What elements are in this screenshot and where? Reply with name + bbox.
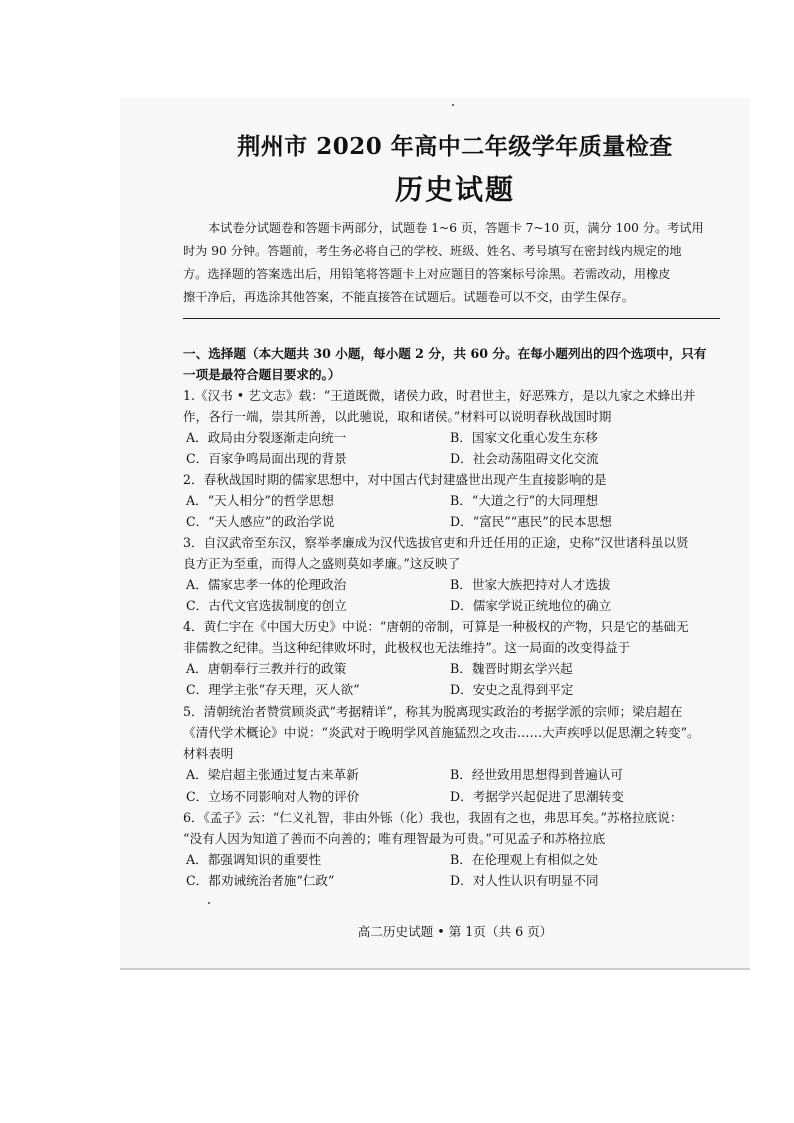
scan-speck xyxy=(452,104,454,106)
divider xyxy=(183,318,720,319)
instruction-line: 本试卷分试题卷和答题卡两部分，试题卷 1~6 页，答题卡 7~10 页，满分 100 分。考试用 xyxy=(208,221,704,235)
question-4-stem: 4．黄仁宇在《中国大历史》中说：“唐朝的帝制，可算是一种极权的产物，只是它的基础无 xyxy=(183,619,689,634)
question-5-stem: 《清代学术概论》中说：“炎武对于晚明学风首施猛烈之攻击……大声疾呼以促思潮之转变”。 xyxy=(183,725,700,740)
exam-title: 荆州市 2020 年高中二年级学年质量检查 xyxy=(237,133,673,160)
question-5-option-d: D．考据学兴起促进了思潮转变 xyxy=(450,789,624,804)
instruction-line: 方。选择题的答案选出后，用铅笔将答题卡上对应题目的答案标号涂黑。若需改动，用橡皮 xyxy=(183,267,671,281)
question-2-option-c: C．“天人感应”的政治学说 xyxy=(186,514,335,529)
question-6-stem: “没有人因为知道了善而不向善的；唯有理智最为可贵。”可见孟子和苏格拉底 xyxy=(183,831,606,846)
question-6-option-d: D．对人性认识有明显不同 xyxy=(450,873,599,888)
question-1-option-c: C．百家争鸣局面出现的背景 xyxy=(186,451,347,466)
question-5-option-b: B．经世致用思想得到普遍认可 xyxy=(450,767,623,782)
scan-speck xyxy=(208,902,210,904)
question-3-stem: 3．自汉武帝至东汉，察举孝廉成为汉代选拔官吏和升迁任用的正途，史称“汉世诸科虽以贤 xyxy=(183,535,689,550)
question-4-option-d: D．安史之乱得到平定 xyxy=(450,682,574,697)
question-3-option-b: B．世家大族把持对人才选拔 xyxy=(450,577,611,592)
question-3-option-d: D．儒家学说正统地位的确立 xyxy=(450,598,612,613)
question-6-option-a: A．都强调知识的重要性 xyxy=(186,852,322,867)
question-6-option-c: C．都劝诫统治者施“仁政” xyxy=(186,873,335,888)
page-footer: 高二历史试题 • 第 1页（共 6 页） xyxy=(357,924,553,939)
question-5-stem: 材料表明 xyxy=(183,746,234,761)
section-heading: 一项是最符合题目要求的。） xyxy=(183,367,341,382)
question-4-option-c: C．理学主张“存天理，灭人欲” xyxy=(186,682,360,697)
instruction-line: 时为 90 分钟。答题前，考生务必将自己的学校、班级、姓名、考号填写在密封线内规定的地 xyxy=(183,244,682,258)
question-1-option-a: A．政局由分裂逐渐走向统一 xyxy=(186,430,347,445)
question-6-option-b: B．在伦理观上有相似之处 xyxy=(450,852,598,867)
question-3-stem: 良方正为至重，而得人之盛则莫如孝廉。”这反映了 xyxy=(183,556,461,571)
question-3-option-c: C．古代文官选拔制度的创立 xyxy=(186,598,347,613)
question-4-option-b: B．魏晋时期玄学兴起 xyxy=(450,661,573,676)
question-5-option-c: C．立场不同影响对人物的评价 xyxy=(186,789,360,804)
question-1-stem: 作，各行一端，崇其所善，以此驰说，取和诸侯。”材料可以说明春秋战国时期 xyxy=(183,409,612,424)
question-4-stem: 非儒教之纪律。当这种纪律败坏时，此极权也无法维持”。这一局面的改变得益于 xyxy=(183,640,631,655)
section-heading: 一、选择题（本大题共 30 小题，每小题 2 分，共 60 分。在每小题列出的四个选项中，只有 xyxy=(183,346,707,361)
question-5-option-a: A．梁启超主张通过复古来革新 xyxy=(186,767,359,782)
subject-title: 历史试题 xyxy=(394,173,515,206)
instruction-line: 擦干净后，再选涂其他答案，不能直接答在试题后。试题卷可以不交，由学生保存。 xyxy=(183,290,634,304)
paper-edge xyxy=(120,968,750,970)
question-2-stem: 2．春秋战国时期的儒家思想中，对中国古代封建盛世出现产生直接影响的是 xyxy=(183,472,607,487)
question-3-option-a: A．儒家忠孝一体的伦理政治 xyxy=(186,577,347,592)
question-2-option-d: D．“富民”“惠民”的民本思想 xyxy=(450,514,612,529)
question-6-stem: 6．《孟子》云：“仁义礼智，非由外铄（化）我也，我固有之也，弗思耳矣。”苏格拉底说： xyxy=(183,810,683,825)
question-4-option-a: A．唐朝奉行三教并行的政策 xyxy=(186,661,347,676)
question-1-option-d: D．社会动荡阻碍文化交流 xyxy=(450,451,599,466)
question-2-option-a: A．“天人相分”的哲学思想 xyxy=(186,493,334,508)
question-1-option-b: B．国家文化重心发生东移 xyxy=(450,430,598,445)
question-1-stem: 1.《汉书 • 艺文志》载：“王道既微，诸侯力政，时君世主，好恶殊方，是以九家之术蜂出并 xyxy=(183,388,696,403)
question-5-stem: 5．清朝统治者赞赏顾炎武“考据精详”，称其为脱离现实政治的考据学派的宗师；梁启超在 xyxy=(183,704,683,719)
question-2-option-b: B．“大道之行”的大同理想 xyxy=(450,493,599,508)
